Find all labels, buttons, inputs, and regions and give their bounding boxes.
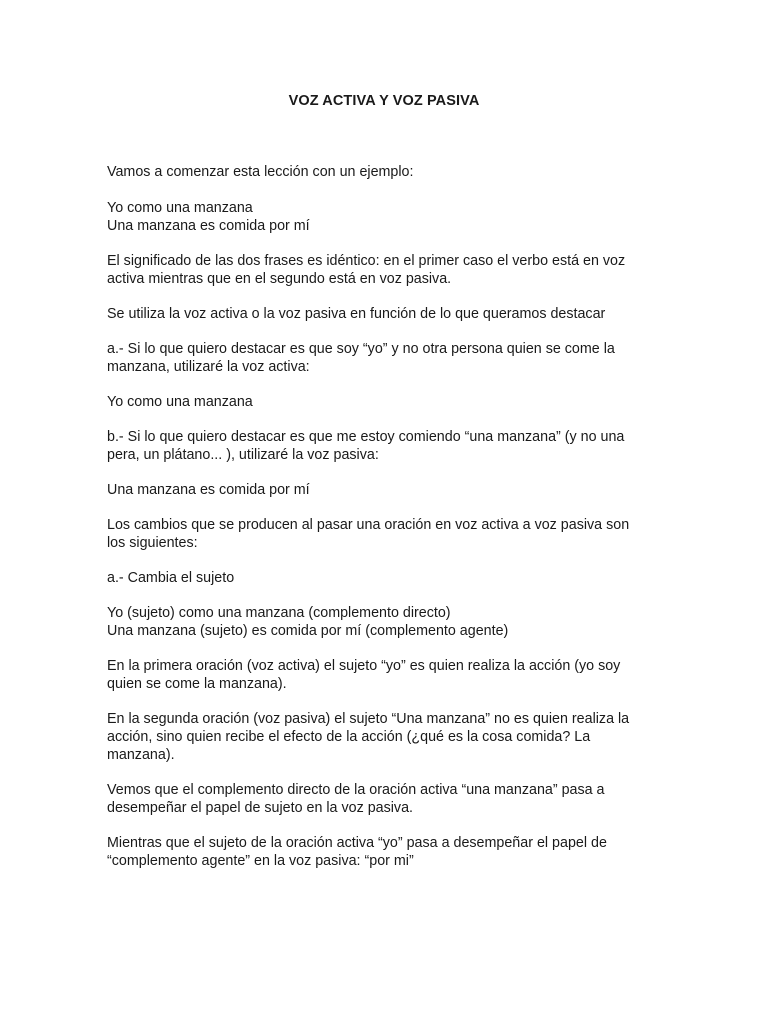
- paragraph-usage: Se utiliza la voz activa o la voz pasiva en función de lo que queramos destacar: [107, 306, 606, 322]
- paragraph-direct-object: Vemos que el complemento directo de la oración activa “una manzana” pasa a desempeñar el papel de sujeto en la voz pasiva.: [107, 782, 605, 816]
- paragraph-subject-examples: Yo (sujeto) como una manzana (complemento directo) Una manzana (sujeto) es comida por mí (complemento agente): [107, 605, 509, 639]
- paragraph-example-passive: Una manzana es comida por mí: [107, 482, 310, 498]
- paragraph-agent-complement: Mientras que el sujeto de la oración activa “yo” pasa a desempeñar el papel de “complemento agente” en la voz pasiva: “por mi”: [107, 835, 607, 869]
- paragraph-meaning: El significado de las dos frases es idéntico: en el primer caso el verbo está en voz activa mientras que en el segundo está en voz pasiva.: [107, 253, 626, 287]
- paragraph-examples: Yo como una manzana Una manzana es comida por mí: [107, 200, 310, 234]
- paragraph-example-active: Yo como una manzana: [107, 394, 253, 410]
- paragraph-first-sentence: En la primera oración (voz activa) el sujeto “yo” es quien realiza la acción (yo soy quien se come la manzana).: [107, 658, 621, 692]
- document-body: [107, 163, 667, 870]
- paragraph-subject-change: a.- Cambia el sujeto: [107, 570, 235, 586]
- paragraph-second-sentence: En la segunda oración (voz pasiva) el sujeto “Una manzana” no es quien realiza la acción, sino quien recibe el efecto de la acción (¿qué es la cosa comida? La manzana).: [107, 711, 630, 763]
- paragraph-changes: Los cambios que se producen al pasar una oración en voz activa a voz pasiva son los siguientes:: [107, 517, 630, 551]
- paragraph-case-a: a.- Si lo que quiero destacar es que soy “yo” y no otra persona quien se come la manzana, utilizaré la voz activa:: [107, 341, 615, 375]
- paragraph-case-b: b.- Si lo que quiero destacar es que me estoy comiendo “una manzana” (y no una pera, un plátano... ), utilizaré la voz pasiva:: [107, 429, 625, 463]
- document-title: VOZ ACTIVA Y VOZ PASIVA: [288, 93, 480, 109]
- paragraph-intro: Vamos a comenzar esta lección con un ejemplo:: [107, 164, 414, 180]
